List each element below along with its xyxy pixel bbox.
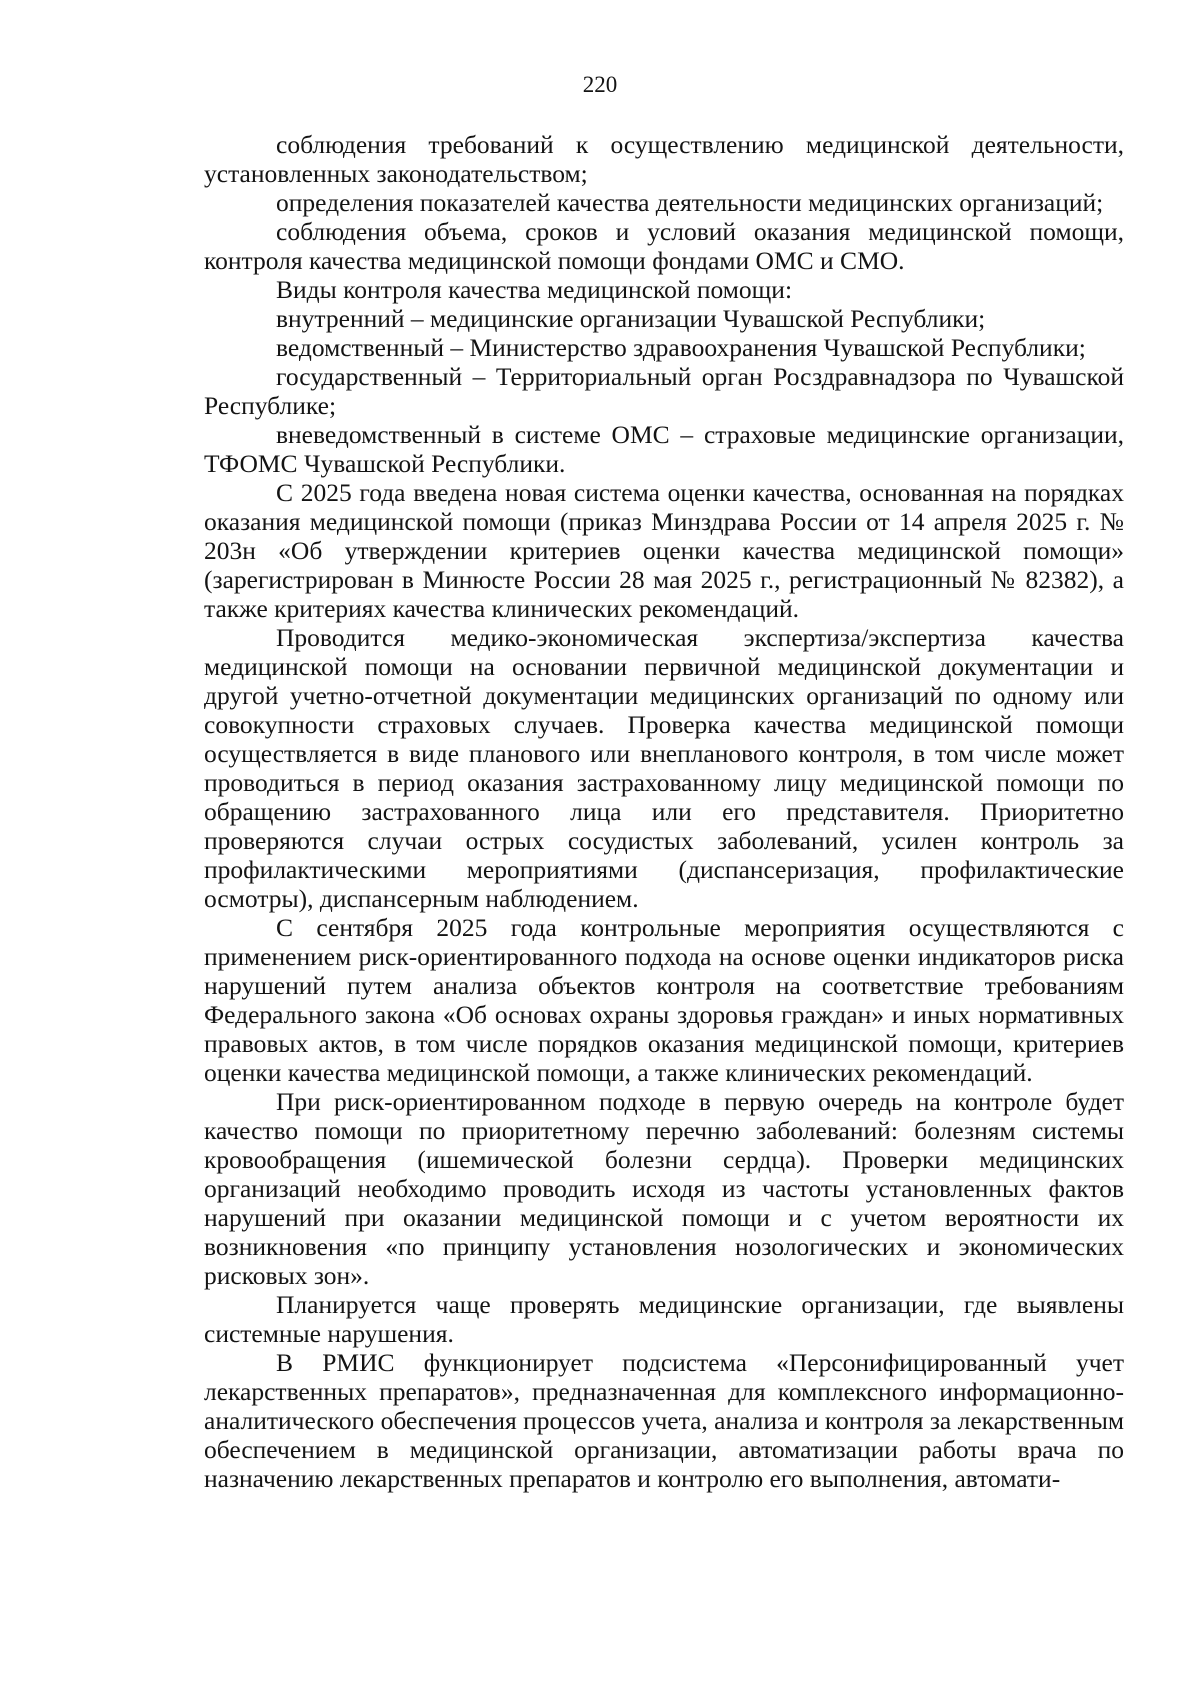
paragraph: Виды контроля качества медицинской помощи:	[276, 275, 793, 304]
paragraph: внутренний – медицинские организации Чувашской Республики;	[276, 304, 986, 333]
document-body	[204, 130, 1124, 1493]
paragraph: В РМИС функционирует подсистема «Персонифицированный учет лекарственных препаратов», предназначенная для комплексного информационно-аналитического обеспечения процессов учета, анализа и контроля за лекарственным обеспечением в медицинской организации, автоматизации работы врача по назначению лекарственных препаратов и контролю его выполнения, автомати-	[204, 1348, 1124, 1493]
paragraph: При риск-ориентированном подходе в первую очередь на контроле будет качество помощи по приоритетному перечню заболеваний: болезням системы кровообращения (ишемической болезни сердца). Проверки медицинских организаций необходимо проводить исходя из частоты установленных фактов нарушений при оказании медицинской помощи и с учетом вероятности их возникновения «по принципу установления нозологических и экономических рисковых зон».	[204, 1087, 1124, 1290]
paragraph: определения показателей качества деятельности медицинских организаций;	[276, 188, 1104, 217]
paragraph: соблюдения требований к осуществлению медицинской деятельности, установленных законодательством;	[204, 130, 1124, 188]
paragraph: С сентября 2025 года контрольные мероприятия осуществляются с применением риск-ориентированного подхода на основе оценки индикаторов риска нарушений путем анализа объектов контроля на соответствие требованиям Федерального закона «Об основах охраны здоровья граждан» и иных нормативных правовых актов, в том числе порядков оказания медицинской помощи, критериев оценки качества медицинской помощи, а также клинических рекомендаций.	[204, 913, 1124, 1087]
paragraph: вневедомственный в системе ОМС – страховые медицинские организации, ТФОМС Чувашской Республики.	[204, 420, 1124, 478]
paragraph: Проводится медико-экономическая экспертиза/экспертиза качества медицинской помощи на основании первичной медицинской документации и другой учетно-отчетной документации медицинских организаций по одному или совокупности страховых случаев. Проверка качества медицинской помощи осуществляется в виде планового или внепланового контроля, в том числе может проводиться в период оказания застрахованному лицу медицинской помощи по обращению застрахованного лица или его представителя. Приоритетно проверяются случаи острых сосудистых заболеваний, усилен контроль за профилактическими мероприятиями (диспансеризация, профилактические осмотры), диспансерным наблюдением.	[204, 623, 1124, 913]
paragraph: государственный – Территориальный орган Росздравнадзора по Чувашской Республике;	[204, 362, 1124, 420]
page-number: 220	[582, 72, 618, 97]
paragraph: Планируется чаще проверять медицинские организации, где выявлены системные нарушения.	[204, 1290, 1124, 1348]
paragraph: С 2025 года введена новая система оценки качества, основанная на порядках оказания медицинской помощи (приказ Минздрава России от 14 апреля 2025 г. № 203н «Об утверждении критериев оценки качества медицинской помощи» (зарегистрирован в Минюсте России 28 мая 2025 г., регистрационный № 82382), а также критериях качества клинических рекомендаций.	[204, 478, 1124, 623]
paragraph: ведомственный – Министерство здравоохранения Чувашской Республики;	[276, 333, 1086, 362]
paragraph: соблюдения объема, сроков и условий оказания медицинской помощи, контроля качества медицинской помощи фондами ОМС и СМО.	[204, 217, 1124, 275]
